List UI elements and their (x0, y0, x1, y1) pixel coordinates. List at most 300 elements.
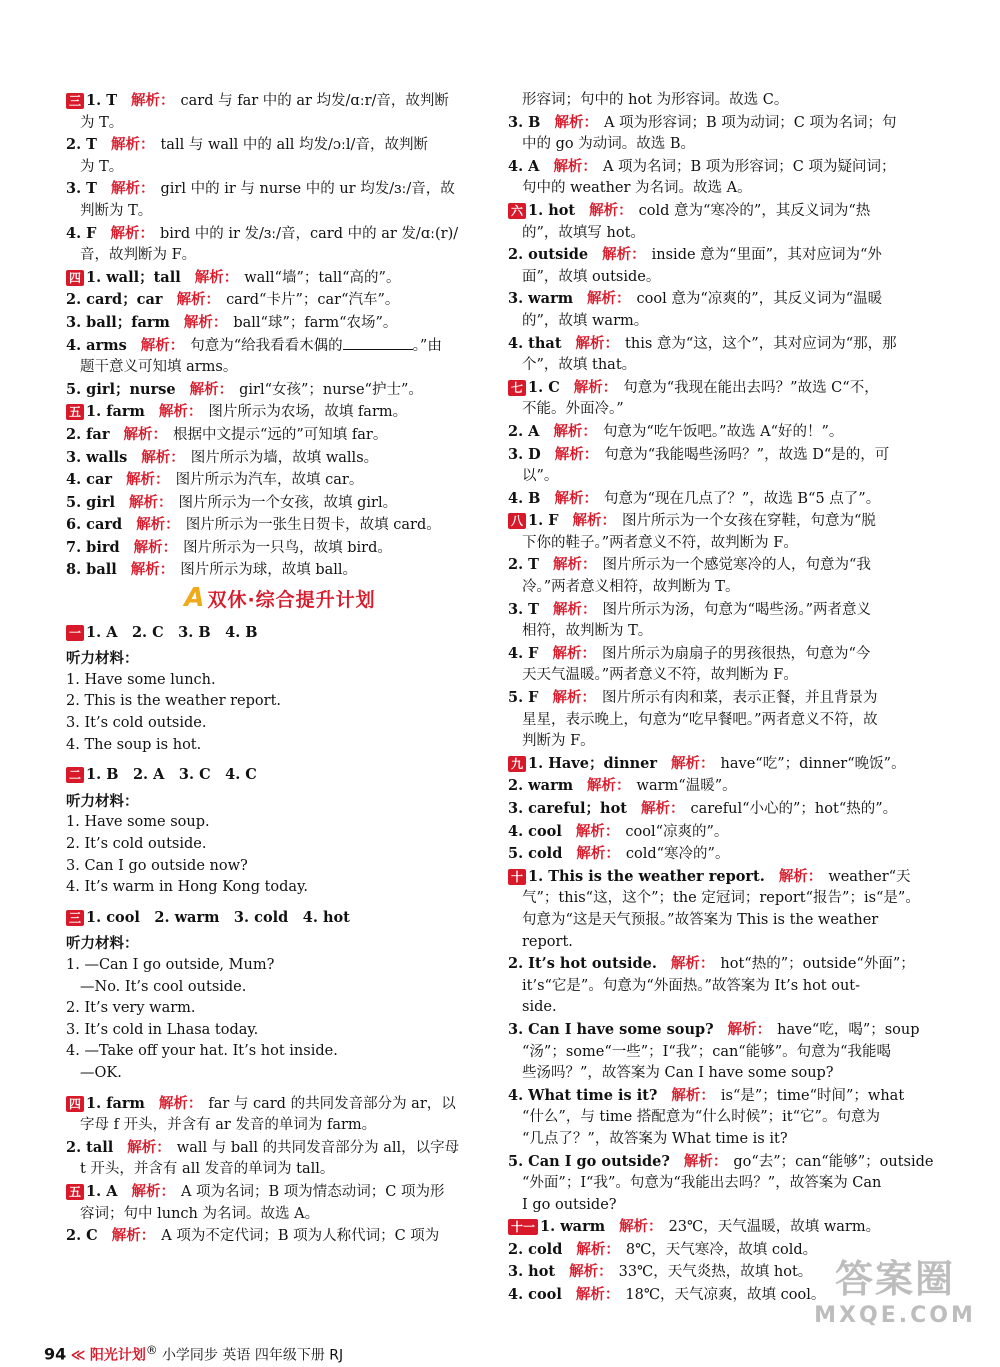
analysis-label: 解析： (131, 93, 175, 109)
section-number-badge: 十一 (508, 1219, 538, 1235)
explanation-text: 句意为“吃午饭吧。”故选 A“好的！”。 (602, 423, 844, 440)
answer-continuation (66, 955, 494, 977)
answer-continuation (508, 621, 936, 643)
listening-material-label: 听力材料： (66, 650, 139, 668)
answer-item (66, 1093, 494, 1116)
answer-continuation (66, 1041, 494, 1063)
analysis-label: 解析： (727, 1021, 772, 1038)
explanation-text: 字母 f 开头，并含有 ar 发音的单词为 farm。 (80, 1117, 377, 1134)
section-number-badge: 四 (66, 1096, 84, 1112)
analysis-label: 解析： (589, 202, 633, 219)
explanation-text: 气”；this“这，这个”；the 定冠词；report“报告”；is“是”。 (522, 890, 920, 907)
explanation-text: 句意为“给我看看木偶的 (190, 337, 343, 354)
answer-continuation (508, 1195, 936, 1217)
answer-key: 2. cold (508, 1240, 563, 1258)
answer-item (66, 134, 494, 157)
explanation-text: 星星，表示晚上，句意为“吃早餐吧。”两者意义不符，故 (522, 711, 878, 728)
analysis-label: 解析： (671, 755, 715, 772)
explanation-text: 为 T。 (80, 158, 124, 175)
explanation-text: 相符，故判断为 T。 (522, 623, 653, 640)
analysis-label: 解析： (110, 137, 155, 154)
section-number-badge: 八 (508, 513, 526, 529)
answer-item (66, 379, 494, 402)
right-column (508, 90, 936, 1307)
answer-continuation (66, 670, 494, 692)
section-number-badge: 三 (66, 910, 84, 926)
explanation-text: bird 中的 ir 发/ɜː/音，card 中的 ar 发/ɑː(r)/ (159, 225, 459, 242)
answer-item (508, 1019, 936, 1042)
answer-key: 4. F (66, 224, 97, 242)
answer-key: 1. T (86, 92, 117, 109)
answer-key: 1. wall；tall (86, 268, 181, 286)
explanation-text: cool“凉爽的”。 (625, 823, 729, 840)
explanation-text: 的”，故填 warm。 (522, 312, 649, 329)
answer-key: 4. B (508, 489, 541, 507)
analysis-label: 解析： (569, 1264, 613, 1281)
explanation-text: far 与 card 的共同发音部分为 ar，以 (208, 1095, 456, 1112)
answer-key: 5. Can I go outside? (508, 1152, 670, 1170)
answer-key: 6. card (66, 516, 123, 534)
explanation-text: 天天气温暖。”两者意义不符，故判断为 F。 (522, 667, 798, 684)
answer-key: 3. B (508, 113, 541, 131)
explanation-text: 根据中文提示“远的”可知填 far。 (172, 426, 388, 443)
explanation-text: it’s“它是”。句意为“外面热。”故答案为 It’s hot out- (522, 977, 861, 994)
explanation-text: 个”，故填 that。 (522, 357, 637, 374)
analysis-label: 解析： (576, 1241, 620, 1258)
explanation-text: have“吃”；dinner“晚饭”。 (720, 755, 906, 772)
explanation-text: t 开头，并含有 all 发音的单词为 tall。 (80, 1161, 335, 1178)
answer-key: 4. F (508, 644, 539, 662)
section-number-badge: 十 (508, 869, 526, 885)
answer-item (508, 643, 936, 666)
answer-item (508, 156, 936, 179)
answer-key: 5. girl (66, 493, 115, 511)
explanation-text: 判断为 F。 (522, 733, 595, 750)
watermark-cn: 答案圈 (834, 1257, 955, 1301)
section-logo-icon: A (184, 583, 206, 614)
explanation-text: 1. Have some soup. (66, 814, 210, 831)
explanation-text: cold 意为“寒冷的”，其反义词为“热 (638, 202, 871, 219)
answer-key: 2. T (66, 136, 97, 154)
explanation-text: 冷。”两者意义相符，故判断为 T。 (522, 579, 740, 596)
analysis-label: 解析： (670, 956, 715, 973)
analysis-label: 解析： (126, 472, 170, 489)
answer-key: 2. It’s hot outside. (508, 955, 657, 973)
answer-key: 1. warm (540, 1218, 606, 1236)
answer-item (508, 843, 936, 866)
answer-continuation (508, 1063, 936, 1085)
explanation-text: card“卡片”；car“汽车”。 (226, 292, 400, 309)
answer-continuation (508, 134, 936, 156)
answer-continuation (66, 877, 494, 899)
answer-item (66, 1225, 494, 1248)
answer-key: 2. warm (508, 777, 574, 795)
analysis-label: 解析： (575, 1287, 620, 1304)
explanation-text: careful“小心的”；hot“热的”。 (690, 801, 898, 817)
answer-item (508, 866, 936, 889)
explanation-text: “几点了？”，故答案为 What time is it? (522, 1130, 788, 1147)
answer-key: 1. farm (86, 403, 145, 421)
heading-text: 双休·综合提升计划 (207, 589, 376, 612)
answer-item (508, 112, 936, 135)
answer-item (66, 764, 494, 787)
answer-key: 3. hot (508, 1263, 556, 1281)
section-number-badge: 七 (508, 380, 526, 396)
answer-item (508, 953, 936, 976)
answer-key: 1. Have；dinner (528, 754, 658, 772)
answer-item (66, 907, 494, 930)
answer-key: 3. careful；hot (508, 800, 627, 817)
analysis-label: 解析： (183, 314, 228, 331)
explanation-text: 图片所示为一只鸟，故填 bird。 (183, 539, 392, 556)
explanation-text: 23℃，天气温暖，故填 warm。 (668, 1219, 881, 1236)
answer-continuation (508, 997, 936, 1019)
answer-continuation (66, 713, 494, 735)
answer-key: 4. arms (66, 336, 127, 354)
answer-item (508, 687, 936, 710)
answer-continuation (66, 812, 494, 834)
answer-continuation (66, 201, 494, 223)
analysis-label: 解析： (552, 557, 597, 574)
explanation-text: wall“墙”；tall“高的”。 (244, 269, 401, 286)
answer-continuation (508, 1042, 936, 1064)
page-footer (44, 1343, 343, 1365)
analysis-label: 解析： (573, 379, 618, 396)
analysis-label: 解析： (552, 645, 596, 662)
analysis-label: 解析： (127, 1139, 171, 1156)
answer-continuation (66, 357, 494, 379)
analysis-label: 解析： (123, 426, 167, 443)
analysis-label: 解析： (640, 801, 685, 817)
explanation-text: 下你的鞋子。”两者意义不符，故判断为 F。 (522, 534, 798, 551)
spacer (66, 756, 494, 764)
answer-key: 3. ball；farm (66, 313, 170, 331)
section-number-badge: 九 (508, 756, 526, 772)
page-number: 94 (44, 1344, 67, 1364)
answer-item (508, 798, 936, 821)
answer-key: 4. What time is it? (508, 1086, 658, 1104)
explanation-text: 图片所示为农场，故填 farm。 (208, 404, 408, 421)
explanation-text: cold“寒冷的”。 (625, 846, 730, 863)
analysis-label: 解析： (671, 1087, 715, 1104)
answer-item (508, 288, 936, 311)
answer-key: 5. cold (508, 845, 563, 863)
answer-continuation (508, 90, 936, 112)
answer-item (66, 90, 494, 113)
explanation-text: A 项为不定代词；B 项为人称代词；C 项为 (161, 1228, 440, 1245)
analysis-label: 解析： (110, 225, 154, 242)
answer-continuation (66, 157, 494, 179)
answer-continuation (66, 834, 494, 856)
explanation-text: “外面”；I“我”。句意为“我能出去吗？”，故答案为 Can (522, 1175, 882, 1192)
answer-continuation (508, 665, 936, 687)
answer-item (66, 424, 494, 447)
explanation-text: 形容词；句中的 hot 为形容词。故选 C。 (522, 92, 789, 108)
listening-material-label: 听力材料： (66, 792, 139, 810)
analysis-label: 解析： (130, 562, 175, 579)
explanation-text: warm“温暖”。 (636, 778, 737, 795)
explanation-text: 判断为 T。 (80, 202, 153, 219)
answer-continuation (508, 577, 936, 599)
explanation-text: 的”，故填写 hot。 (522, 224, 645, 241)
explanation-text: 图片所示为一个感觉寒冷的人，句意为“我 (602, 557, 871, 574)
answer-continuation (508, 910, 936, 932)
answer-key: 3. T (66, 180, 97, 198)
section-number-badge: 五 (66, 404, 84, 420)
spacer (66, 1085, 494, 1093)
explanation-text: 3. It’s cold in Lhasa today. (66, 1021, 259, 1038)
answer-key: 2. far (66, 425, 110, 443)
section-number-badge: 五 (66, 1184, 84, 1200)
answer-continuation (66, 977, 494, 999)
analysis-label: 解析： (552, 601, 597, 618)
answer-key: 3. T (508, 600, 539, 618)
explanation-text: 8℃，天气寒冷，故填 cold。 (625, 1241, 818, 1258)
answer-continuation (508, 932, 936, 954)
explanation-text: tall 与 wall 中的 all 均发/ɔːl/音，故判断 (160, 137, 428, 154)
answer-continuation (66, 113, 494, 135)
answer-item (66, 223, 494, 246)
fill-blank (343, 337, 413, 350)
answer-item (508, 1216, 936, 1239)
answer-continuation (508, 1129, 936, 1151)
answer-item (508, 1085, 936, 1108)
answer-item (66, 335, 494, 358)
answer-key: 1. farm (86, 1094, 145, 1112)
answer-item (508, 1151, 936, 1174)
answer-continuation (508, 399, 936, 421)
answer-continuation (508, 533, 936, 555)
answer-continuation (66, 691, 494, 713)
explanation-text: 以”。 (522, 468, 559, 485)
analysis-label: 解析： (110, 181, 155, 198)
section-number-badge: 三 (66, 93, 84, 109)
analysis-label: 解析： (552, 690, 596, 707)
answer-key: 2. card；car (66, 291, 163, 309)
explanation-text: hot“热的”；outside“外面”； (720, 956, 915, 973)
answer-key: 4. A (508, 157, 540, 175)
answer-key: 3. walls (66, 448, 128, 466)
analysis-label: 解析： (554, 114, 598, 131)
answer-continuation (508, 888, 936, 910)
answer-continuation (508, 466, 936, 488)
answer-key: 2. T (508, 556, 539, 574)
explanation-text: this 意为“这，这个”，其对应词为“那，那 (625, 335, 897, 352)
explanation-text: 中的 go 为动词。故选 B。 (522, 136, 695, 153)
brand-name: 阳光计划 (89, 1347, 146, 1364)
answer-item (66, 492, 494, 515)
explanation-text: card 与 far 中的 ar 均发/ɑːr/音，故判断 (180, 93, 449, 109)
analysis-label: 解析： (576, 846, 620, 863)
explanation-text: side. (522, 999, 557, 1016)
section-number-badge: 六 (508, 203, 526, 219)
analysis-label: 解析： (140, 337, 185, 354)
answer-item (66, 267, 494, 290)
explanation-text: A 项为形容词；B 项为动词；C 项为名词；句 (603, 114, 897, 131)
explanation-text: 1. —Can I go outside, Mum? (66, 956, 275, 973)
answer-continuation (508, 178, 936, 200)
explanation-text: 句意为“这是天气预报。”故答案为 This is the weather (522, 911, 879, 928)
answer-key: 3. Can I have some soup? (508, 1020, 714, 1038)
explanation-text: 句中的 weather 为名词。故选 A。 (522, 180, 752, 197)
explanation-text: 句意为“我能喝些汤吗？”，故选 D“是的，可 (604, 446, 890, 463)
explanation-text: 些汤吗？”，故答案为 Can I have some soup? (522, 1065, 834, 1082)
answer-key: 1. F (528, 512, 559, 530)
analysis-label: 解析： (194, 269, 239, 286)
answer-item (508, 510, 936, 533)
explanation-text: inside 意为“里面”，其对应词为“外 (651, 247, 882, 264)
explanation-text: 3. It’s cold outside. (66, 715, 207, 732)
explanation-text: 图片所示有肉和菜，表示正餐，并且背景为 (601, 690, 878, 707)
spacer (66, 899, 494, 907)
analysis-label: 解析： (111, 1228, 156, 1245)
answer-item (66, 447, 494, 470)
answer-key: 1. cool 2. warm 3. cold 4. hot (86, 908, 350, 926)
analysis-label: 解析： (553, 158, 597, 175)
explanation-text: 3. Can I go outside now? (66, 857, 248, 874)
explanation-text: report. (522, 933, 573, 950)
explanation-text: 图片所示为墙，故填 walls。 (190, 449, 379, 466)
analysis-label: 解析： (133, 539, 178, 556)
answer-key: 7. bird (66, 538, 120, 556)
explanation-text: 为 T。 (80, 114, 124, 131)
answer-continuation (508, 355, 936, 377)
analysis-label: 解析： (572, 513, 616, 530)
answer-item (508, 444, 936, 467)
section-number-badge: 一 (66, 625, 84, 641)
analysis-label: 解析： (554, 446, 599, 463)
answer-item (508, 421, 936, 444)
answer-item (66, 537, 494, 560)
explanation-text: 。”由 (412, 337, 442, 354)
answer-key: 5. girl；nurse (66, 380, 176, 398)
explanation-text: 音，故判断为 F。 (80, 247, 197, 264)
answer-continuation (508, 1173, 936, 1195)
explanation-text: 句意为“现在几点了？”，故选 B“5 点了”。 (603, 490, 881, 507)
explanation-text: 4. —Take off your hat. It’s hot inside. (66, 1043, 338, 1060)
double-chevron-icon: ≪ (70, 1347, 86, 1364)
answer-continuation (66, 1020, 494, 1042)
section-heading (66, 583, 494, 614)
answer-key: 4. cool (508, 1286, 562, 1304)
answer-continuation (508, 976, 936, 998)
answer-key: 1. This is the weather report. (528, 867, 765, 885)
answer-key: 2. C (66, 1227, 98, 1245)
explanation-text: A 项为名词；B 项为情态动词；C 项为形 (180, 1183, 445, 1200)
explanation-text: “什么”，与 time 搭配意为“什么时候”；it“它”。句意为 (522, 1109, 880, 1126)
answer-item (508, 753, 936, 776)
explanation-text: —OK. (80, 1064, 122, 1081)
answer-key: 4. that (508, 334, 562, 352)
explanation-text: 33℃，天气炎热，故填 hot。 (618, 1264, 813, 1281)
answer-continuation (508, 710, 936, 732)
answer-continuation (508, 267, 936, 289)
registered-mark: ® (145, 1343, 158, 1357)
analysis-label: 解析： (141, 449, 185, 466)
analysis-label: 解析： (553, 423, 597, 440)
explanation-text: girl 中的 ir 与 nurse 中的 ur 均发/ɜː/音，故 (160, 181, 455, 198)
analysis-label: 解析： (778, 868, 823, 885)
explanation-text: I go outside? (522, 1196, 617, 1213)
explanation-text: 图片所示为一张生日贺卡，故填 card。 (185, 517, 441, 534)
explanation-text: 4. It’s warm in Hong Kong today. (66, 879, 308, 896)
answer-item (508, 333, 936, 356)
answer-key: 1. A (86, 1182, 118, 1200)
book-info: 小学同步 英语 四年级下册 RJ (161, 1347, 344, 1364)
analysis-label: 解析： (575, 823, 620, 840)
listening-material-label: 听力材料： (66, 935, 139, 953)
explanation-text: 2. It’s cold outside. (66, 836, 207, 852)
analysis-label: 解析： (176, 292, 221, 309)
answer-item (508, 377, 936, 400)
answer-key: 5. F (508, 689, 539, 707)
answer-item (508, 599, 936, 622)
analysis-label: 解析： (587, 778, 631, 795)
answer-key: 2. outside (508, 246, 589, 264)
analysis-label: 解析： (189, 381, 234, 398)
answer-item (508, 554, 936, 577)
answer-continuation (66, 998, 494, 1020)
answer-item (66, 289, 494, 312)
answer-key: 2. A (508, 422, 540, 440)
answer-item (66, 514, 494, 537)
left-column (66, 90, 494, 1248)
explanation-text: 图片所示为扇扇子的男孩很热，句意为“今 (601, 645, 871, 662)
answer-key: 1. A 2. C 3. B 4. B (86, 623, 258, 641)
answer-continuation (66, 1204, 494, 1226)
explanation-text: 面”，故填 outside。 (522, 268, 661, 285)
answer-continuation (66, 1159, 494, 1181)
answer-item (66, 622, 494, 645)
answer-continuation (66, 856, 494, 878)
answer-item (508, 200, 936, 223)
watermark-en: MXQE.COM (814, 1303, 976, 1328)
analysis-label: 解析： (158, 1095, 203, 1112)
answer-key: 1. C (528, 378, 560, 396)
answer-item (66, 178, 494, 201)
answer-key: 3. D (508, 445, 541, 463)
analysis-label: 解析： (619, 1219, 663, 1236)
explanation-text: girl“女孩”；nurse“护士”。 (239, 381, 423, 398)
analysis-label: 解析： (136, 517, 180, 534)
analysis-label: 解析： (128, 494, 173, 511)
answer-continuation (508, 311, 936, 333)
answer-item (508, 244, 936, 267)
answer-key: 1. hot (528, 201, 576, 219)
answer-item (66, 1181, 494, 1204)
answer-item (66, 1137, 494, 1160)
watermark-logo (810, 1248, 980, 1356)
answer-item (508, 775, 936, 798)
answer-item (508, 821, 936, 844)
explanation-text: ball“球”；farm“农场”。 (233, 314, 398, 331)
explanation-text: 1. Have some lunch. (66, 671, 216, 688)
explanation-text: 句意为“我现在能出去吗？”故选 C“不， (623, 379, 879, 396)
analysis-label: 解析： (158, 404, 203, 421)
explanation-text: go“去”；can“能够”；outside (733, 1153, 934, 1170)
explanation-text: 不能。外面冷。” (522, 401, 624, 418)
analysis-label: 解析： (131, 1183, 175, 1200)
explanation-text: 2. It’s very warm. (66, 1000, 196, 1017)
explanation-text: have“吃，喝”；soup (777, 1021, 920, 1038)
section-number-badge: 四 (66, 270, 84, 286)
explanation-text: is“是”；time“时间”；what (720, 1087, 905, 1104)
answer-continuation (66, 245, 494, 267)
answer-continuation (66, 1063, 494, 1085)
explanation-text: 18℃，天气凉爽，故填 cool。 (625, 1287, 826, 1304)
answer-key: 2. tall (66, 1138, 114, 1156)
answer-item (66, 559, 494, 582)
